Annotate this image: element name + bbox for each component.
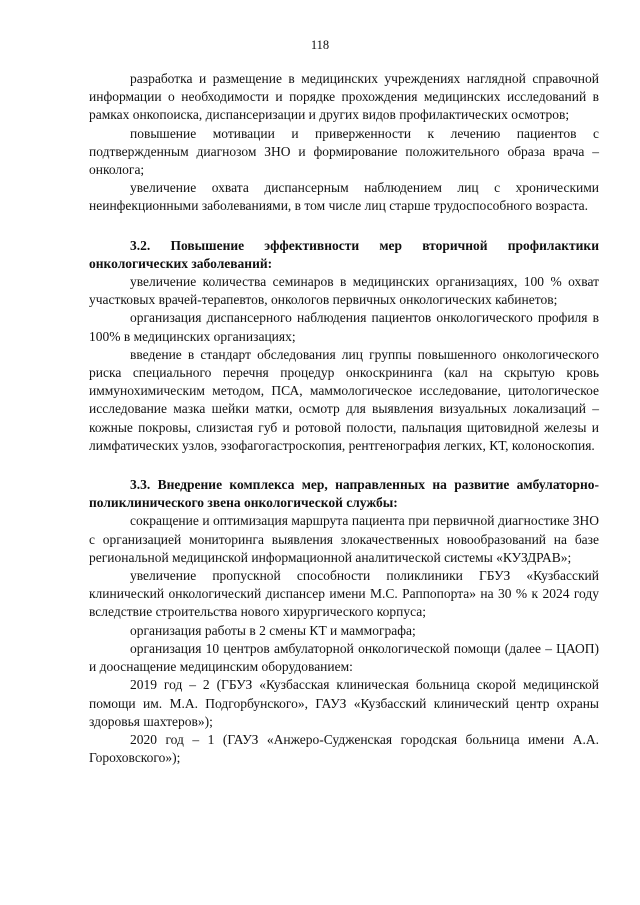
paragraph: организация диспансерного наблюдения пациентов онкологического профиля в 100% в медицинских организациях;	[89, 310, 599, 344]
paragraph: увеличение пропускной способности поликлиники ГБУЗ «Кузбасский клинический онкологический диспансер имени М.С. Раппопорта» на 30 % к 2024 году вследствие строительства нового хирургического корпуса;	[89, 568, 599, 620]
paragraph: увеличение охвата диспансерным наблюдением лиц с хроническими неинфекционными заболеваниями, в том числе лиц старше трудоспособного возраста.	[89, 180, 599, 214]
section-heading-3-3: 3.3. Внедрение комплекса мер, направленных на развитие амбулаторно-поликлинического звена онкологической службы:	[89, 477, 599, 511]
paragraph: введение в стандарт обследования лиц группы повышенного онкологического риска специального перечня процедур онкоскрининга (кал на скрытую кровь иммунохимическим методом, ПСА, маммологическое исследование, цитологическое исследование мазка шейки матки, осмотр для выявления визуальных локализаций – кожные покровы, слизистая губ и ротовой полости, пальпация щитовидной железы и лимфатических узлов, эзофагогастроскопия, рентгенография легких, КТ, колоноскопия.	[89, 346, 599, 453]
page-number: 118	[310, 38, 330, 52]
paragraph: 2020 год – 1 (ГАУЗ «Анжеро-Судженская городская больница имени А.А. Гороховского»);	[89, 731, 599, 766]
paragraph: сокращение и оптимизация маршрута пациента при первичной диагностике ЗНО с организацией мониторинга выявления злокачественных новообразований на базе региональной медицинской информационной аналитической системы «КУЗДРАВ»;	[89, 513, 599, 565]
section-heading-3-2: 3.2. Повышение эффективности мер вторичной профилактики онкологических заболеваний:	[89, 237, 599, 271]
page-content	[89, 70, 599, 767]
paragraph: увеличение количества семинаров в медицинских организациях, 100 % охват участковых врачей-терапевтов, онкологов первичных онкологических кабинетов;	[89, 274, 599, 308]
paragraph: разработка и размещение в медицинских учреждениях наглядной справочной информации о необходимости и порядке прохождения медицинских исследований в рамках онкопоиска, диспансеризации и других видов профилактических осмотров;	[89, 71, 599, 123]
paragraph: повышение мотивации и приверженности к лечению пациентов с подтвержденным диагнозом ЗНО и формирование положительного образа врача – онколога;	[89, 125, 599, 178]
paragraph: организация работы в 2 смены КТ и маммографа;	[130, 622, 416, 638]
paragraph: организация 10 центров амбулаторной онкологической помощи (далее – ЦАОП) и дооснащение медицинским оборудованием:	[89, 640, 599, 675]
paragraph: 2019 год – 2 (ГБУЗ «Кузбасская клиническая больница скорой медицинской помощи им. М.А. Подгорбунского», ГАУЗ «Кузбасский клинический центр охраны здоровья шахтеров»);	[89, 677, 599, 729]
